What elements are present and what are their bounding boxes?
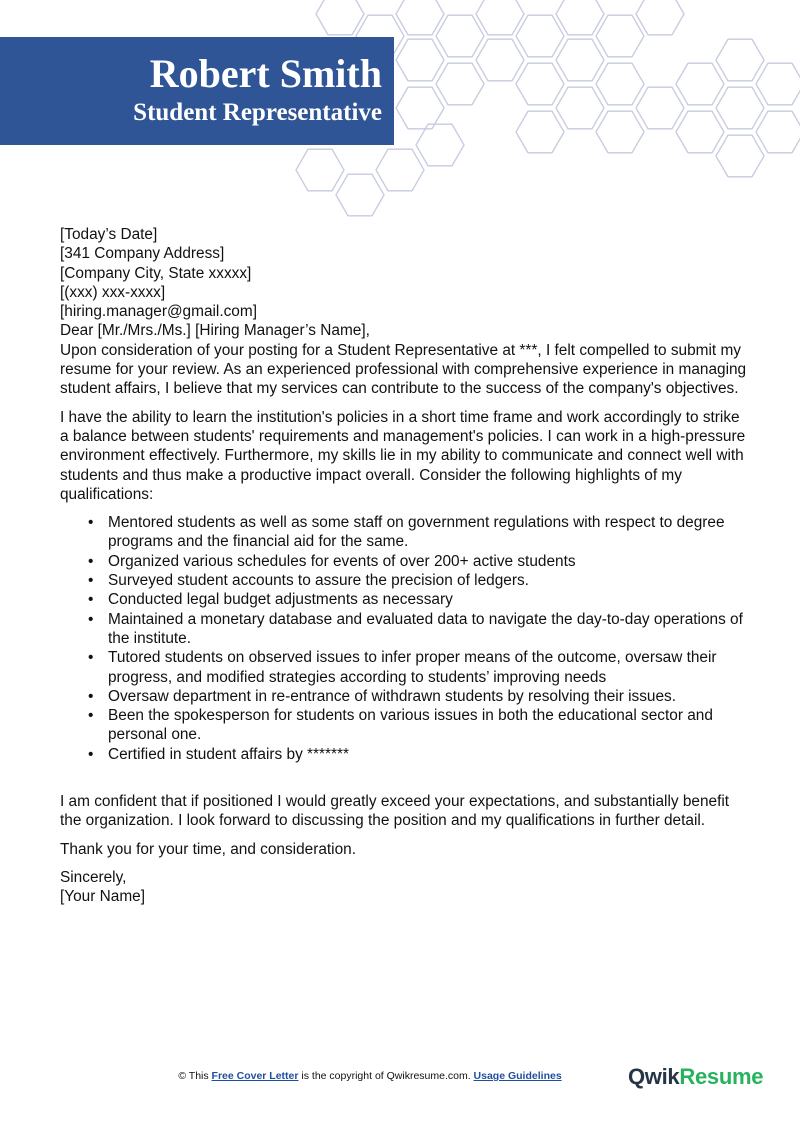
hexagon-shape (556, 0, 604, 35)
hexagon-shape (556, 87, 604, 129)
bullet-icon: • (88, 649, 94, 667)
list-item-text: Certified in student affairs by ******* (108, 745, 349, 763)
address-line: [hiring.manager@gmail.com] (60, 303, 257, 321)
hexagon-shape (596, 111, 644, 153)
bullet-icon: • (88, 707, 94, 725)
hexagon-shape (636, 87, 684, 129)
hexagon-shape (436, 63, 484, 105)
hexagon-shape (376, 149, 424, 191)
logo-part-resume: Resume (679, 1064, 764, 1089)
hexagon-shape (676, 63, 724, 105)
letter-date: [Today’s Date] (60, 226, 158, 243)
list-item (60, 571, 750, 590)
applicant-title: Student Representative (133, 99, 382, 126)
footer-middle: is the copyright of Qwikresume.com. (298, 1070, 474, 1082)
hexagon-shape (476, 39, 524, 81)
hexagon-shape (756, 111, 800, 153)
list-item-text: Organized various schedules for events of over 200+ active students (108, 552, 576, 570)
bullet-icon: • (88, 591, 94, 609)
applicant-name: Robert Smith (149, 51, 382, 96)
letter-body (60, 225, 750, 907)
qwikresume-logo[interactable] (628, 1064, 763, 1090)
usage-guidelines-link[interactable]: Usage Guidelines (473, 1070, 562, 1082)
footer-prefix: © This (178, 1070, 212, 1082)
hexagon-shape (396, 39, 444, 81)
bullet-icon: • (88, 572, 94, 590)
header-banner (0, 37, 394, 145)
hexagon-shape (516, 111, 564, 153)
paragraph-confidence: I am confident that if positioned I would greatly exceed your expectations, and substantially benefit the organization. I look forward to discussing the position and my qualifications in further detail. (60, 793, 730, 830)
paragraph-abilities: I have the ability to learn the institution's policies in a short time frame and work accordingly to strike a balance between students' requirements and management's policies. I can work in a high-pressure environment effectively. Furthermore, my skills lie in my ability to communicate and connect well with students and thus make a productive impact overall. Consider the following highlights of my qualifications: (60, 408, 746, 503)
signature: [Your Name] (60, 888, 145, 906)
hexagon-shape (516, 15, 564, 57)
bullet-icon: • (88, 745, 94, 763)
hexagon-shape (336, 174, 384, 216)
list-item-text: Mentored students as well as some staff on government regulations with respect to degree programs and the financial aid for the same. (108, 514, 725, 551)
paragraph-intro: Upon consideration of your posting for a Student Representative at ***, I felt compelled to submit my resume for your review. As an experienced professional with comprehensive experience in managing student affairs, I believe that my services can contribute to the success of the company's objectives. (60, 341, 747, 398)
hexagon-shape (556, 39, 604, 81)
hexagon-shape (676, 111, 724, 153)
qualifications-list (60, 513, 750, 764)
bullet-icon: • (88, 552, 94, 570)
hexagon-shape (596, 15, 644, 57)
list-item-text: Surveyed student accounts to assure the precision of ledgers. (108, 572, 529, 590)
recipient-address (60, 244, 750, 321)
paragraph-thanks: Thank you for your time, and consideration. (60, 840, 356, 858)
address-line: [341 Company Address] (60, 245, 225, 263)
bullet-icon: • (88, 687, 94, 705)
list-item (60, 648, 750, 687)
hexagon-shape (436, 15, 484, 57)
address-line: [(xxx) xxx-xxxx] (60, 283, 166, 301)
list-item (60, 610, 750, 649)
bullet-icon: • (88, 514, 94, 532)
hexagon-shape (396, 87, 444, 129)
free-cover-letter-link[interactable]: Free Cover Letter (211, 1070, 299, 1082)
bullet-icon: • (88, 610, 94, 628)
list-item (60, 687, 750, 706)
hexagon-shape (716, 135, 764, 177)
hexagon-shape (516, 63, 564, 105)
list-item-text: Maintained a monetary database and evaluated data to navigate the day-to-day operations of the institute. (108, 610, 743, 647)
hexagon-shape (756, 63, 800, 105)
salutation: Dear [Mr./Mrs./Ms.] [Hiring Manager’s Name], (60, 322, 370, 340)
hexagon-shape (596, 63, 644, 105)
list-item-text: Tutored students on observed issues to infer proper means of the outcome, oversaw their progress, and modified strategies according to students’ improving needs (108, 649, 717, 686)
hexagon-shape (416, 124, 464, 166)
hexagon-shape (396, 0, 444, 35)
list-item (60, 590, 750, 609)
list-item (60, 706, 750, 745)
list-item-text: Conducted legal budget adjustments as necessary (108, 591, 453, 609)
list-item-text: Oversaw department in re-entrance of withdrawn students by resolving their issues. (108, 687, 677, 705)
hexagon-shape (716, 39, 764, 81)
list-item (60, 745, 750, 764)
list-item-text: Been the spokesperson for students on various issues in both the educational sector and personal one. (108, 707, 713, 744)
closing: Sincerely, (60, 868, 127, 886)
logo-part-qwik: Qwik (628, 1064, 680, 1089)
hexagon-shape (316, 0, 364, 35)
hexagon-shape (296, 149, 344, 191)
address-line: [Company City, State xxxxx] (60, 264, 252, 282)
list-item (60, 552, 750, 571)
hexagon-shape (716, 87, 764, 129)
list-item (60, 513, 750, 552)
hexagon-shape (636, 0, 684, 35)
hexagon-shape (476, 0, 524, 35)
